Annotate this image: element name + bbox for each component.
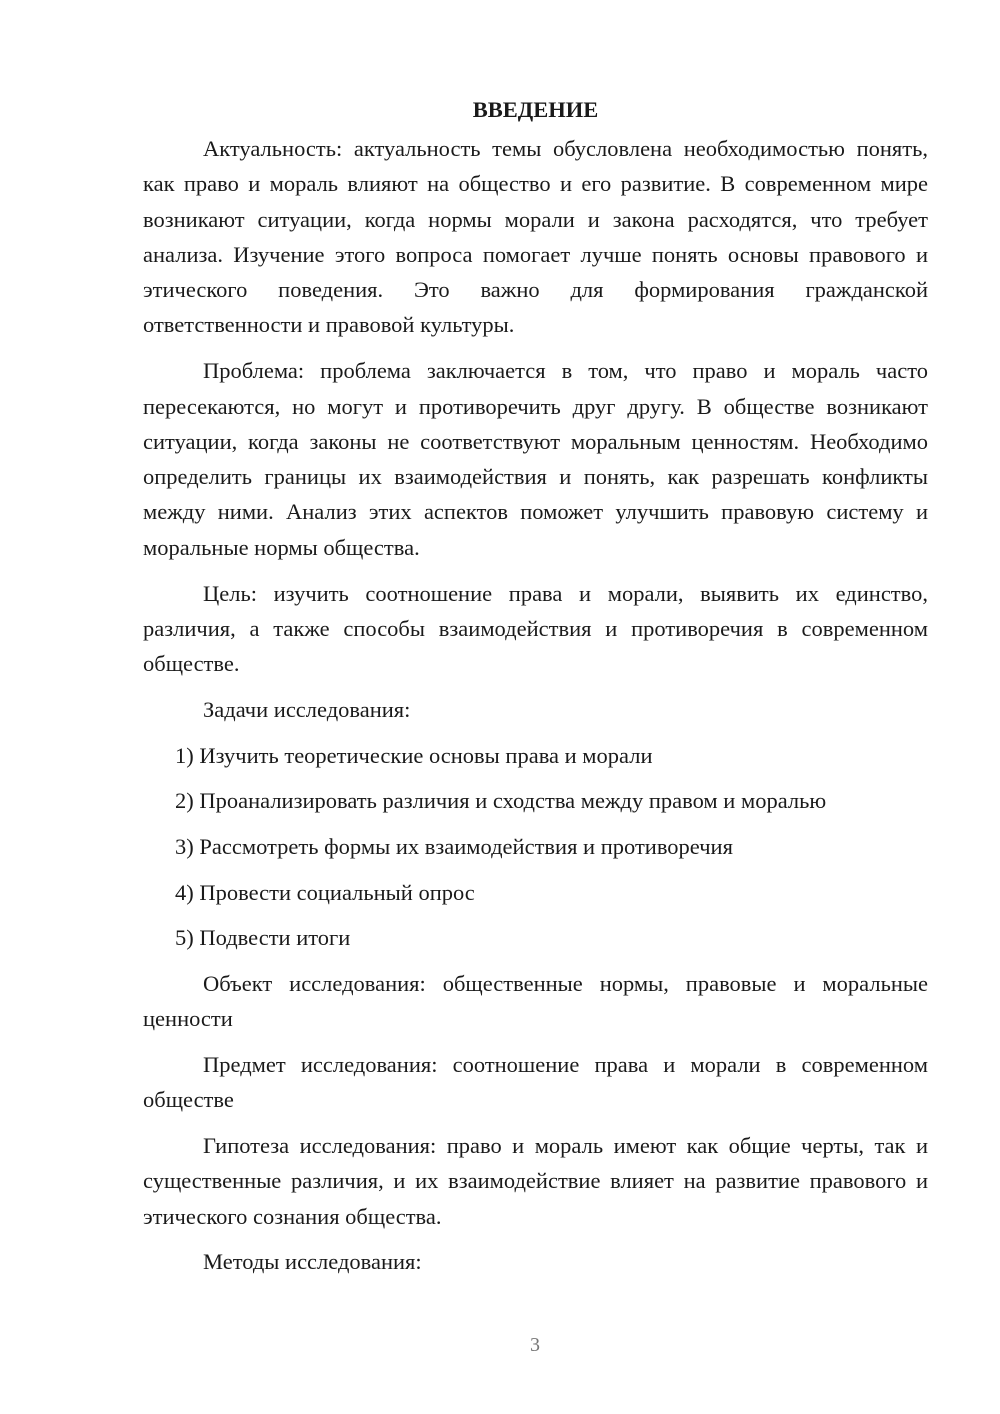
list-item: 3) Рассмотреть формы их взаимодействия и противоречия (175, 833, 733, 859)
list-item: 5) Подвести итоги (175, 925, 351, 951)
section-heading: ВВЕДЕНИЕ (472, 97, 599, 122)
goal-paragraph: Цель: изучить соотношение права и морали, выявить их единство, различия, а также способы взаимодействия и противоречия в современном обществе. (143, 580, 928, 677)
list-item: 1) Изучить теоретические основы права и морали (175, 742, 653, 768)
list-item: 2) Проанализировать различия и сходства между правом и моралью (175, 788, 827, 814)
list-item: 4) Провести социальный опрос (175, 879, 475, 905)
document-page (143, 92, 928, 1290)
hypothesis-paragraph: Гипотеза исследования: право и мораль имеют как общие черты, так и существенные различия, и их взаимодействие влияет на развитие правового и этического сознания общества. (143, 1132, 928, 1229)
subject-paragraph: Предмет исследования: соотношение права и морали в современном обществе (143, 1051, 928, 1113)
problem-paragraph: Проблема: проблема заключается в том, что право и мораль часто пересекаются, но могут и противоречить друг другу. В обществе возникают ситуации, когда законы не соответствуют моральным ценностям. Необходимо определить границы их взаимодействия и понять, как разрешать конфликты между ними. Анализ этих аспектов поможет улучшить правовую систему и моральные нормы общества. (143, 358, 928, 560)
tasks-title: Задачи исследования: (203, 696, 411, 722)
methods-title: Методы исследования: (203, 1249, 422, 1275)
tasks-list (143, 738, 928, 956)
object-paragraph: Объект исследования: общественные нормы, правовые и моральные ценности (143, 970, 928, 1032)
page-number: 3 (530, 1334, 540, 1356)
relevance-paragraph: Актуальность: актуальность темы обусловлена необходимостью понять, как право и мораль влияют на общество и его развитие. В современном мире возникают ситуации, когда нормы морали и закона расходятся, что требует анализа. Изучение этого вопроса помогает лучше понять основы правового и этического поведения. Это важно для формирования гражданской ответственности и правовой культуры. (143, 136, 928, 338)
